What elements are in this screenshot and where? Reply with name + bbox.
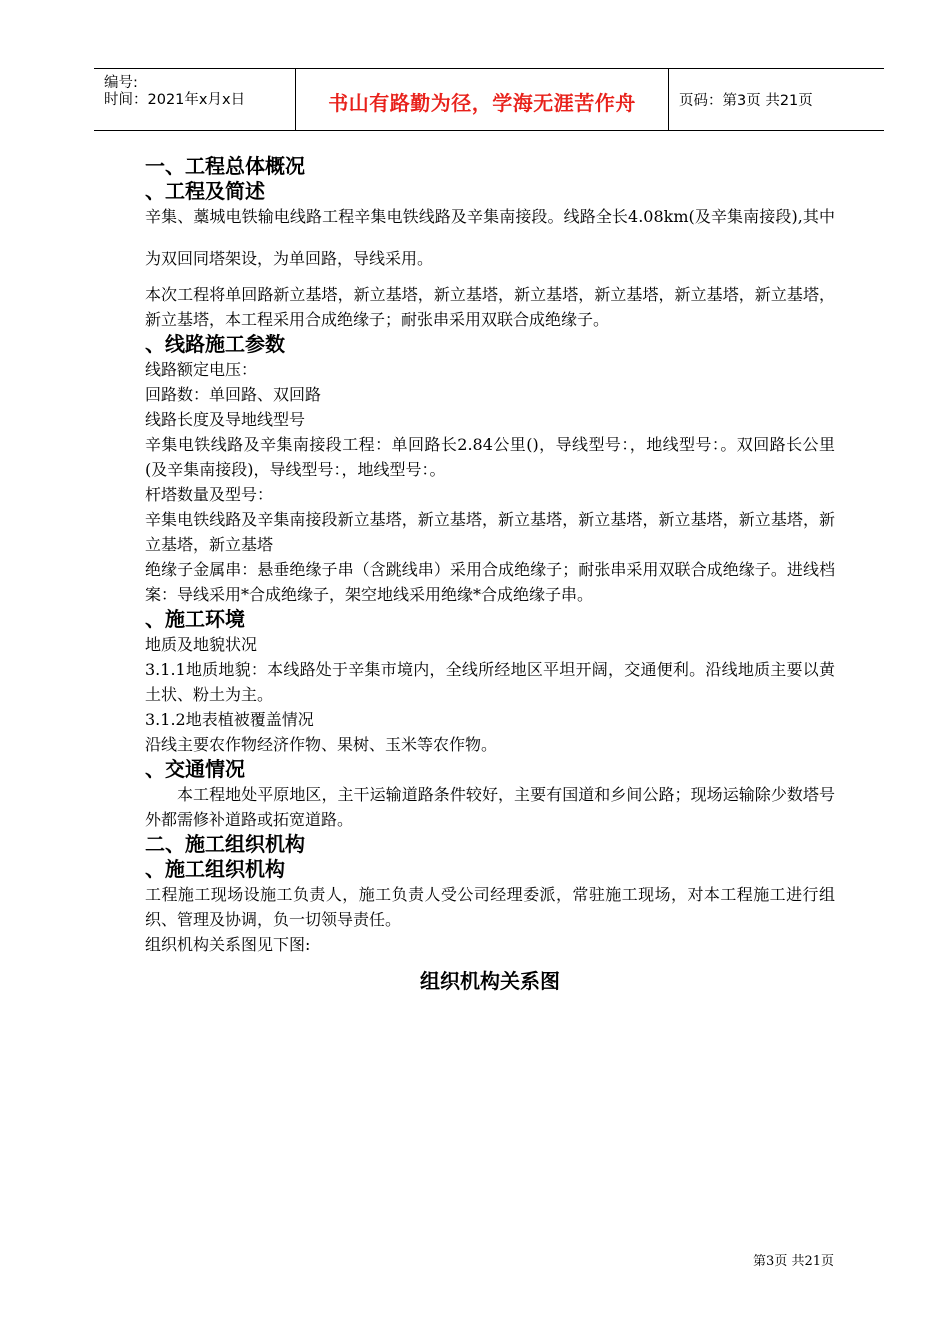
header-info-cell [94, 69, 294, 130]
paragraph-traffic: 本工程地处平原地区，主干运输道路条件较好，主要有国道和乡间公路；现场运输除少数塔号外都需修补道路或拓宽道路。 [145, 785, 835, 829]
paragraph-org-see: 组织机构关系图见下图: [145, 935, 311, 954]
header-motto: 书山有路勤为径，学海无涯苦作舟 [328, 91, 636, 115]
heading-org-sub: 、施工组织机构 [145, 857, 285, 881]
org-chart-caption: 组织机构关系图 [420, 969, 560, 993]
heading-environment: 、施工环境 [145, 607, 245, 631]
paragraph-vegetation-detail: 沿线主要农作物经济作物、果树、玉米等农作物。 [145, 735, 498, 754]
heading-traffic: 、交通情况 [145, 757, 245, 781]
document-body [145, 154, 835, 995]
paragraph-brief-1: 辛集、藁城电铁输电线路工程辛集电铁线路及辛集南接段。线路全长4.08km(及辛集南接段),其中为双回同塔架设，为单回路，导线采用。 [145, 207, 835, 268]
header-number-label: 编号: [104, 75, 138, 91]
paragraph-brief-2: 本次工程将单回路新立基塔，新立基塔，新立基塔，新立基塔，新立基塔，新立基塔，新立基塔，新立基塔，本工程采用合成绝缘子；耐张串采用双联合成绝缘子。 [145, 285, 835, 329]
paragraph-line-detail: 辛集电铁线路及辛集南接段工程：单回路长2.84公里()，导线型号：，地线型号：。双回路长公里(及辛集南接段)，导线型号：，地线型号：。 [145, 435, 835, 479]
paragraph-vegetation-312: 3.1.2地表植被覆盖情况 [145, 710, 314, 729]
paragraph-tower-detail: 辛集电铁线路及辛集南接段新立基塔，新立基塔，新立基塔，新立基塔，新立基塔，新立基塔，新立基塔，新立基塔 [145, 510, 835, 554]
paragraph-voltage: 线路额定电压： [145, 360, 258, 379]
page-header [94, 68, 884, 131]
paragraph-geology-311: 3.1.1地质地貌：本线路处于辛集市境内，全线所经地区平坦开阔，交通便利。沿线地质主要以黄土状、粉土为主。 [145, 660, 835, 704]
paragraph-length-type: 线路长度及导地线型号 [145, 410, 306, 429]
heading-params: 、线路施工参数 [145, 332, 285, 356]
page-footer: 第3页 共21页 [753, 1254, 834, 1269]
paragraph-geology: 地质及地貌状况 [145, 635, 258, 654]
heading-overview: 一、工程总体概况 [145, 154, 305, 178]
header-motto-cell [295, 69, 669, 130]
header-page-number: 页码：第3页 共21页 [679, 93, 813, 109]
paragraph-org: 工程施工现场设施工负责人，施工负责人受公司经理委派，常驻施工现场，对本工程施工进行组织、管理及协调，负一切领导责任。 [145, 885, 835, 929]
heading-org: 二、施工组织机构 [145, 832, 305, 856]
header-time: 时间：2021年x月x日 [104, 92, 246, 108]
paragraph-tower-count: 杆塔数量及型号： [145, 485, 274, 504]
heading-brief: 、工程及简述 [145, 179, 265, 203]
paragraph-circuits: 回路数：单回路、双回路 [145, 385, 322, 404]
paragraph-insulator: 绝缘子金属串：悬垂绝缘子串（含跳线串）采用合成绝缘子；耐张串采用双联合成绝缘子。进线档案：导线采用*合成绝缘子，架空地线采用绝缘*合成绝缘子串。 [145, 560, 835, 604]
header-page-cell [669, 69, 884, 130]
